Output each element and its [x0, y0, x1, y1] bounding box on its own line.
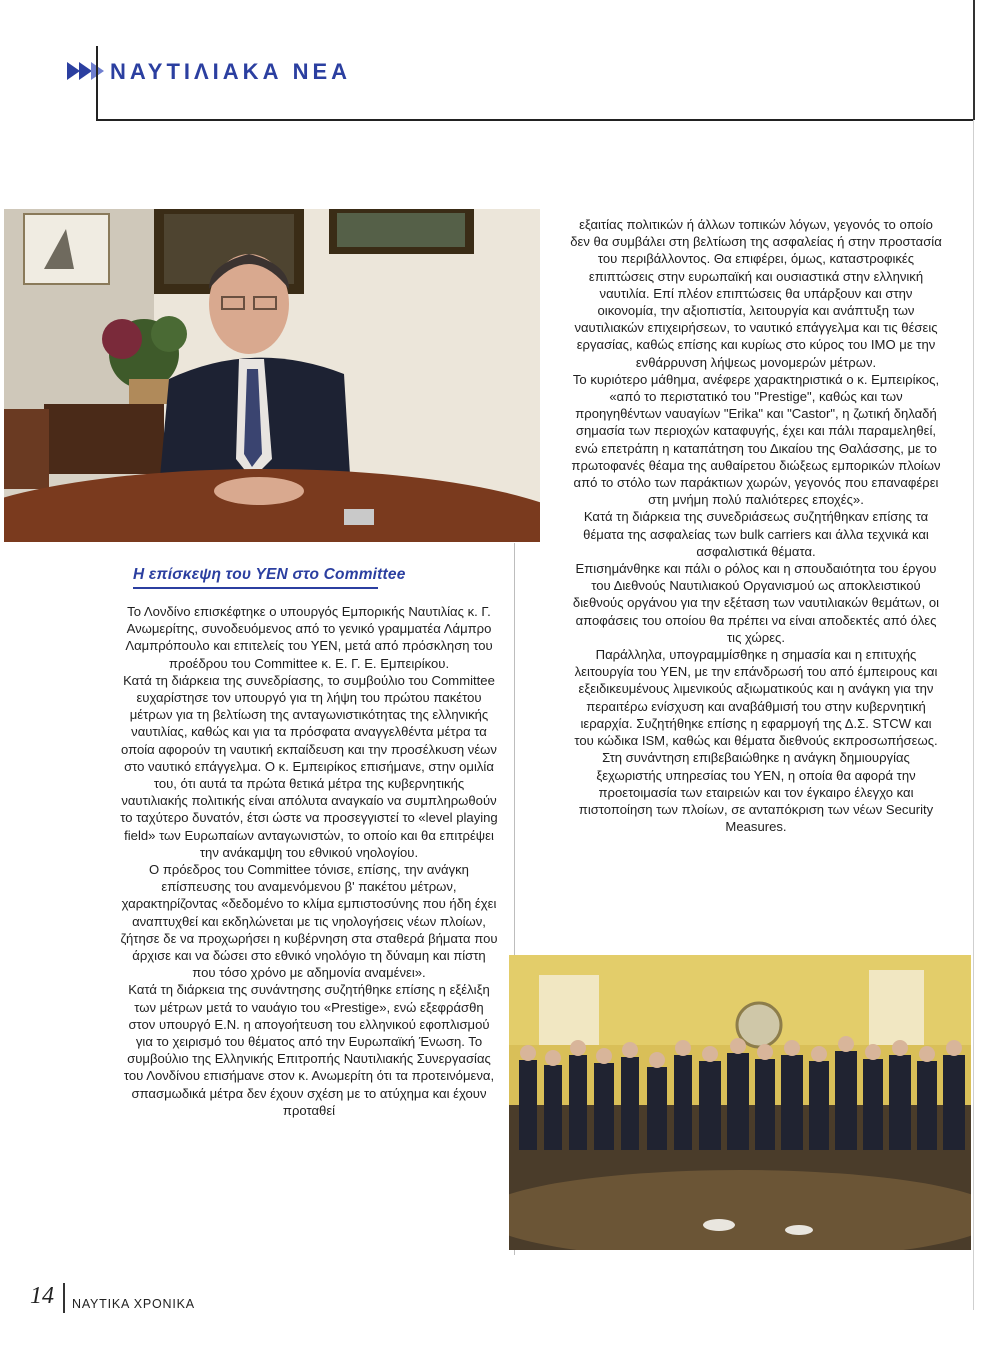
section-title: ΝΑΥΤΙΛΙΑΚΑ ΝΕΑ: [110, 59, 352, 84]
paragraph: Το κυριότερο μάθημα, ανέφερε χαρακτηριστικά ο κ. Εμπειρίκος, «από το περιστατικό του "Prestige", καθώς και των προηγηθέντων ναυαγίων "Erika" και "Castor", η ζωτική δηλαδή σημασία των περιοχών καταφυγής, έχει και πάλι παραμεληθεί, ενώ επετράπη η καταπάτηση του Δικαίου της Θαλάσσης, με το πρωτοφανές θέαμα της αυθαίρετου διώξεως εμπορικών πλοίων από το στόλο των παράκτιων χωρών, γεγονός που επαναφέρει στη μνήμη πολύ παλιότερες εποχές».: [571, 371, 941, 508]
article-subheading: Η επίσκεψη του ΥΕΝ στο Committee: [133, 566, 406, 583]
paragraph: εξαιτίας πολιτικών ή άλλων τοπικών λόγων, γεγονός το οποίο δεν θα συμβάλει στη βελτίωση της ασφαλείας ή στην προστασία του περιβάλλοντος. Θα επιφέρει, όμως, καταστροφικές επιπτώσεις στην ευρωπαϊκή και ουσιαστικά στην ελληνική ναυτιλία. Επί πλέον επιπτώσεις θα υπάρξουν και στην οικονομία, την αξιοπιστία, λειτουργία και ανάπτυξη των ναυτιλιακών επιχειρήσεων, το ναυτικό επάγγελμα και τις θέσεις εργασίας, καθώς επίσης και κυρίως στο κύρος του IMO με την ενθάρρυνση λήψεως μονομερών μέτρων.: [570, 217, 942, 370]
page-edge-line: [973, 120, 974, 1310]
portrait-photo: [4, 209, 540, 542]
paragraph: Επισημάνθηκε και πάλι ο ρόλος και η σπουδαιότητα του έργου του Διεθνούς Ναυτιλιακού Οργανισμού ως αποκλειστικού διεθνούς οργάνου για την εξέταση των ναυτιλιακών θεμάτων, οι αποφάσεις του οποίου θα πρέπει να είναι αποδεκτές από όλες τις χώρες.: [572, 561, 940, 645]
group-photo: [509, 955, 971, 1250]
paragraph: Παράλληλα, υπογραμμίσθηκε η σημασία και η επιτυχής λειτουργία του ΥΕΝ, με την επάνδρωσή του από έμπειρους και εξειδικευμένους λιμενικούς αξιωματικούς και η ανάγκη για την περαιτέρω ενίσχυση και αναβάθμισή του στην κυβερνητική ιεραρχία. Συζητήθηκε επίσης η εφαρμογή της Δ.Σ. STCW και του κώδικα ISM, καθώς και θέματα διεθνούς εκπροσωπήσεως. Στη συνάντηση επιβεβαιώθηκε η ανάγκη δημιουργίας ξεχωριστής υπηρεσίας του ΥΕΝ, η οποία θα αφορά την προετοιμασία των εταιρειών και τον έγκαιρο έλεγχο και πιστοποίηση των πλοίων, σε ανταπόκριση των νέων Security Measures.: [574, 647, 938, 835]
subheading-underline: [133, 587, 378, 589]
publication-name: ΝΑΥΤΙΚΑ ΧΡΟΝΙΚΑ: [72, 1297, 195, 1311]
header-horizontal-rule: [96, 119, 974, 121]
header-vertical-rule: [96, 46, 98, 120]
paragraph: Κατά τη διάρκεια της συνάντησης συζητήθηκε επίσης η εξέλιξη των μέτρων μετά το ναυάγιο του «Prestige», ενώ εξεφράσθη στον υπουργό Ε.Ν. η απογοήτευση του ελληνικού εφοπλισμού για το χειρισμό του θέματος από την Ευρωπαϊκή Ένωση. Το συμβούλιο της Ελληνικής Επιτροπής Ναυτιλιακής Συνεργασίας του Λονδίνου επισήμανε στον κ. Ανωμερίτη ότι τα προτεινόμενα, σπασμωδικά μέτρα δεν έχουν σχέση με το ατύχημα και έχουν προταθεί: [123, 982, 495, 1118]
right-column: [570, 216, 942, 835]
page-number: 14: [30, 1283, 54, 1309]
paragraph: Κατά τη διάρκεια της συνεδρίασης, το συμβούλιο του Committee ευχαρίστησε τον υπουργό για τη λήψη του πρώτου πακέτου μέτρων για τη βελτίωση της ανταγωνιστικότητας της ελληνικής ναυτιλίας, καθώς και για τα πρόσφατα αναγγελθέντα μέτρα τα οποία αφορούν τη ναυτική εκπαίδευση και την προσέλκυση νέων στο ναυτικό επάγγελμα. Ο κ. Εμπειρίκος επισήμανε, στην ομιλία του, ότι αυτά τα πρώτα θετικά μέτρα της κυβερνητικής ναυτιλιακής πολιτικής είναι απόλυτα αναγκαίο να συμπληρωθούν το ταχύτερο δυνατόν, έτσι ώστε να προσεγγιστεί το «level playing field» των Ευρωπαίων ανταγωνιστών, το οποίο και θα επιτρέψει την ανάκαμψη του εθνικού νηολογίου.: [120, 672, 498, 860]
paragraph: Ο πρόεδρος του Committee τόνισε, επίσης, την ανάγκη επίσπευσης του αναμενόμενου β' πακέτου μέτρων, χαρακτηρίζοντας «δεδομένο το κλίμα εμπιστοσύνης που ήδη έχει αναπτυχθεί και εκδηλώνεται με τις νηολογήσεις νέων πλοίων, ζήτησε δε να προχωρήσει η κυβέρνηση στα σταθερά βήματα που άρχισε και να δώσει στο εθνικό νηολόγιο τη δύναμη και πίστη που τόσο χρόνο με αδημονία αναμένει».: [120, 862, 498, 981]
double-arrow-icon: [67, 60, 105, 82]
footer-divider: [63, 1283, 65, 1313]
header-right-rule: [973, 0, 975, 120]
left-column: [120, 603, 498, 1119]
paragraph: Κατά τη διάρκεια της συνεδριάσεως συζητήθηκαν επίσης τα θέματα της ασφαλείας των bulk carriers και άλλα τεχνικά και ασφαλιστικά θέματα.: [583, 509, 929, 559]
paragraph: Το Λονδίνο επισκέφτηκε ο υπουργός Εμπορικής Ναυτιλίας κ. Γ. Ανωμερίτης, συνοδευόμενος από το γενικό γραμματέα Λάμπρο Λαμπρόπουλο και επιτελείς του ΥΕΝ, μετά από πρόσκληση του προέδρου του Committee κ. Ε. Γ. Ε. Εμπειρίκου.: [125, 604, 493, 671]
